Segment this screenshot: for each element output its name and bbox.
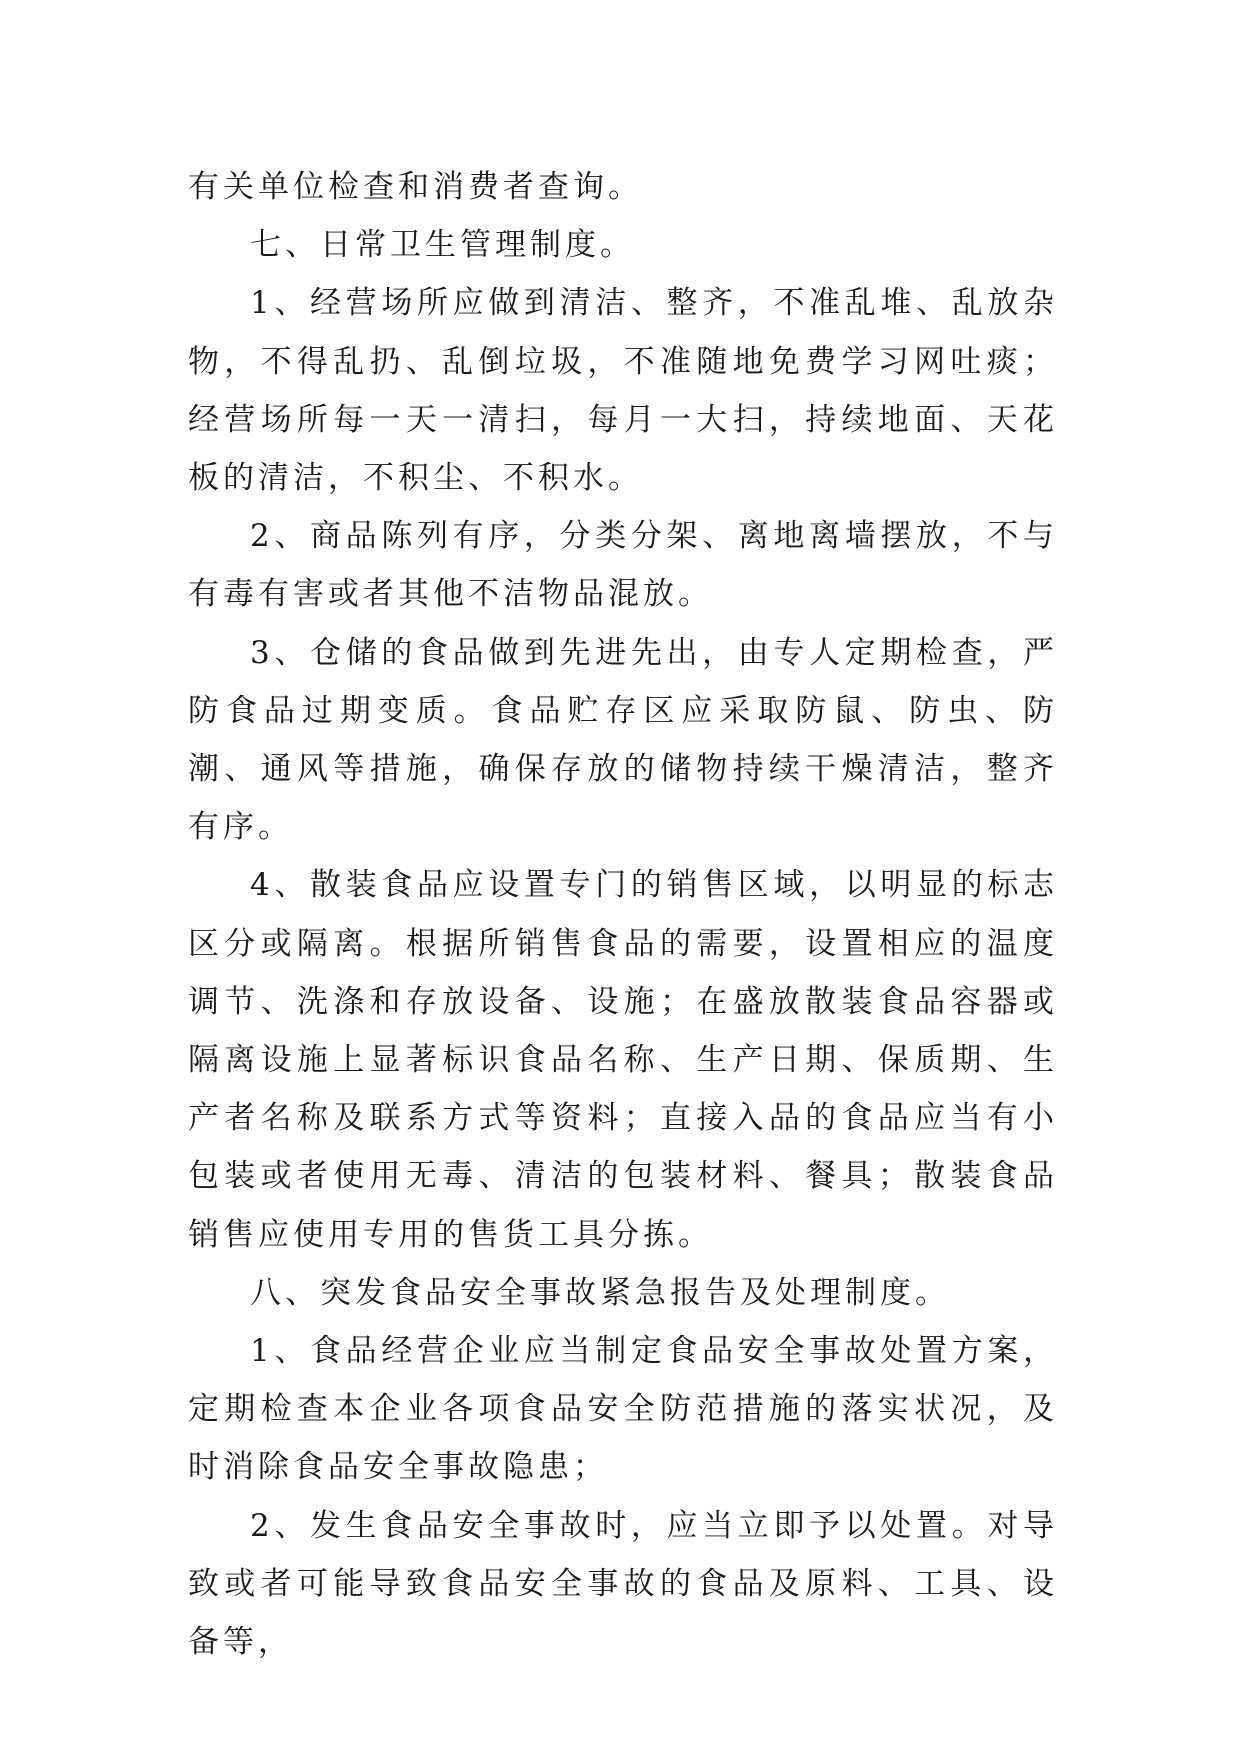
paragraph-7-1: 1、经营场所应做到清洁、整齐，不准乱堆、乱放杂物，不得乱扔、乱倒垃圾，不准随地免费学习网吐痰；经营场所每一天一清扫，每月一大扫，持续地面、天花板的清洁，不积尘、不积水。	[188, 285, 1058, 497]
paragraph-7-3: 3、仓储的食品做到先进先出，由专人定期检查，严防食品过期变质。食品贮存区应采取防鼠、防虫、防潮、通风等措施，确保存放的储物持续干燥清洁，整齐有序。	[188, 634, 1058, 846]
document-body	[188, 158, 1058, 1671]
paragraph-7-4: 4、散装食品应设置专门的销售区域，以明显的标志区分或隔离。根据所销售食品的需要，设置相应的温度调节、洗涤和存放设备、设施；在盛放散装食品容器或隔离设施上显著标识食品名称、生产日期、保质期、生产者名称及联系方式等资料；直接入品的食品应当有小包装或者使用无毒、清洁的包装材料、餐具；散装食品销售应使用专用的售货工具分拣。	[188, 867, 1058, 1253]
section-heading-7: 七、日常卫生管理制度。	[250, 227, 635, 264]
paragraph-8-1: 1、食品经营企业应当制定食品安全事故处置方案，定期检查本企业各项食品安全防范措施的落实状况，及时消除食品安全事故隐患；	[188, 1333, 1058, 1486]
paragraph-8-2: 2、发生食品安全事故时，应当立即予以处置。对导致或者可能导致食品安全事故的食品及原料、工具、设备等，	[188, 1507, 1058, 1661]
paragraph-continuation: 有关单位检查和消费者查询。	[188, 169, 643, 205]
section-heading-8: 八、突发食品安全事故紧急报告及处理制度。	[250, 1274, 950, 1311]
paragraph-7-2: 2、商品陈列有序，分类分架、离地离墙摆放，不与有毒有害或者其他不洁物品混放。	[188, 518, 1058, 613]
